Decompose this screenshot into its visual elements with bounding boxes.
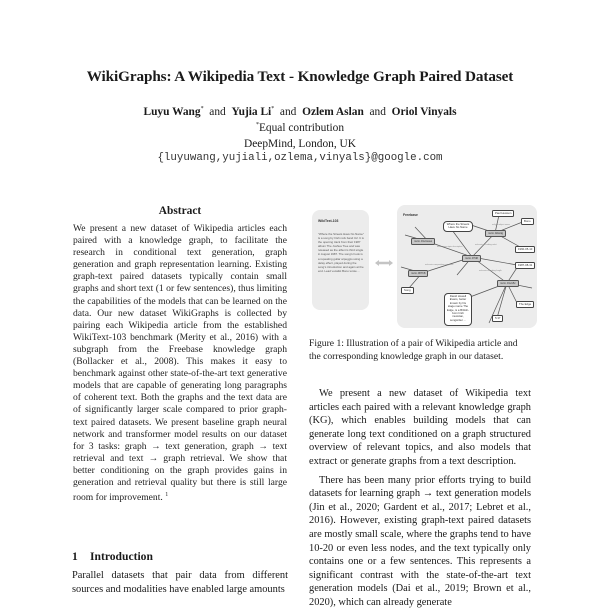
svg-text:ns/common.topic.description: ns/common.topic.description — [437, 246, 463, 248]
introduction-text: Parallel datasets that pair data from different sources and modalities have enabled large amounts — [72, 570, 288, 595]
graph-node: Paul Hewson — [492, 210, 514, 217]
affiliation: DeepMind, London, UK — [244, 138, 356, 150]
author-list — [0, 106, 600, 118]
paragraph: There has been many prior efforts trying to build datasets for learning graph → text generation models (Jin et al., 2020; Gardent et al., 2017; Lebret et al., 2016). However, existing graph-text paired datasets are mostly small scale, where the graphs tend to have 10-20 or even less nodes, and the text typically only contains one or a few sentences. This represents a significant contrast with the state-of-the-art text generation models (Dai et al., 2019; Brown et al., 2020), which can already generate — [309, 474, 531, 608]
graph-node: 5:37 — [492, 315, 503, 322]
equal-contribution-mark: * — [200, 106, 204, 112]
author-name: Yujia Li — [231, 106, 272, 118]
equal-contribution-note — [0, 122, 600, 134]
abstract-text: We present a new dataset of Wikipedia articles each paired with a knowledge graph, to facilitate the research in conditional text generation, graph generation and graph representation learning. Existing graph-text paired datasets typically contain small graphs and short text (1 or few sentences), thus limiting the capabilities of the models that can be learned on the data. Our new dataset WikiGraphs is collected by pairing each Wikipedia article from the established WikiText-103 benchmark (Merity et al., 2016) with a subgraph from the Freebase knowledge graph (Bollacker et al., 2008). This makes it easy to benchmark against other state-of-the-art text generative models that are capable of generating long paragraphs of coherent text. Both the graphs and the text data are of significantly larger scale compared to prior graph-text paired datasets. We present baseline graph neural network and transformer model results on our dataset for 3 tasks: graph → text generation, graph → text retrieval and text → graph retrieval. We show that better conditioning on the graph provides gains in generation and retrieval quality but there is still large room for improvement. — [73, 223, 287, 504]
paragraph: We present a new dataset of Wikipedia text articles each paired with a relevant knowledge graph (KG), which enables building models that can generate long text conditioned on a graph structured overview of relevant topics, and also models that extract or generate graphs from a text description. — [309, 388, 531, 467]
freebase-panel-title: Freebase — [403, 213, 418, 217]
graph-node: Song — [401, 287, 414, 294]
graph-node-entity: ns/m.0fl7h8 — [408, 270, 428, 277]
abstract-body — [73, 223, 287, 504]
right-column-text — [309, 387, 531, 610]
section-title: Introduction — [90, 550, 153, 563]
figure-caption: Figure 1: Illustration of a pair of Wikipedia article and the corresponding knowledge graph in our dataset. — [309, 338, 518, 362]
freebase-panel — [397, 205, 537, 328]
graph-node-entity: ns/m.0dw4g — [485, 230, 506, 237]
svg-text:ns/music.recording.length: ns/music.recording.length — [479, 270, 502, 272]
graph-node-entity: ns/m.01vswwx — [411, 238, 435, 245]
double-arrow-icon — [375, 260, 393, 266]
abstract-heading: Abstract — [158, 205, 202, 217]
graph-node: Where the Streets Have No Name — [443, 221, 473, 232]
author-separator: and — [279, 106, 297, 118]
graph-node-text: David Howell Evans, better known by his stage name The Edge, is a British-born Irish musician, songwriter ... — [444, 293, 472, 326]
graph-node: Bono — [521, 218, 534, 225]
equal-contribution-text: Equal contribution — [258, 122, 345, 134]
footnote-mark: 1 — [165, 492, 169, 499]
graph-node: 1987-08-31 — [515, 262, 535, 269]
figure-1 — [305, 200, 540, 328]
equal-contribution-mark: * — [255, 122, 259, 128]
graph-node: The Edge — [516, 301, 534, 308]
graph-node-entity: ns/m.074ft — [462, 255, 481, 262]
author-emails: {luyuwang,yujiali,ozlema,vinyals}@google.com — [157, 152, 443, 164]
wikitext-panel — [312, 210, 369, 310]
svg-text:ns/type.object.name: ns/type.object.name — [492, 224, 510, 226]
wikitext-panel-title: WikiText-103 — [318, 219, 339, 223]
author-name: Ozlem Aslan — [302, 106, 364, 118]
graph-node: 1960-05-10 — [515, 246, 535, 253]
author-name: Luyu Wang — [143, 106, 201, 118]
author-separator: and — [369, 106, 386, 118]
svg-text:ns/music.composition.composer: ns/music.composition.composer — [425, 264, 454, 266]
wikitext-panel-text: "Where the Streets Have No Name" is a song by Irish rock band U2. It is the opening track from their 1987 album The Joshua Tree and was released as the album's third single in August 1987. The song's hook is a repeating guitar arpeggio using a delay effect, played during the song's introduction and again at the end. Lead vocalist Bono wrote ... — [318, 232, 364, 273]
equal-contribution-mark: * — [271, 106, 275, 112]
svg-text:ns/music.recording.artist: ns/music.recording.artist — [475, 244, 497, 246]
section-number: 1 — [72, 550, 78, 563]
section-heading — [72, 550, 153, 563]
graph-node-entity: ns/m.01vs5c — [497, 280, 519, 287]
author-name: Oriol Vinyals — [391, 106, 457, 118]
author-separator: and — [209, 106, 226, 118]
paper-title: WikiGraphs: A Wikipedia Text - Knowledge Graph Paired Dataset — [86, 68, 514, 85]
